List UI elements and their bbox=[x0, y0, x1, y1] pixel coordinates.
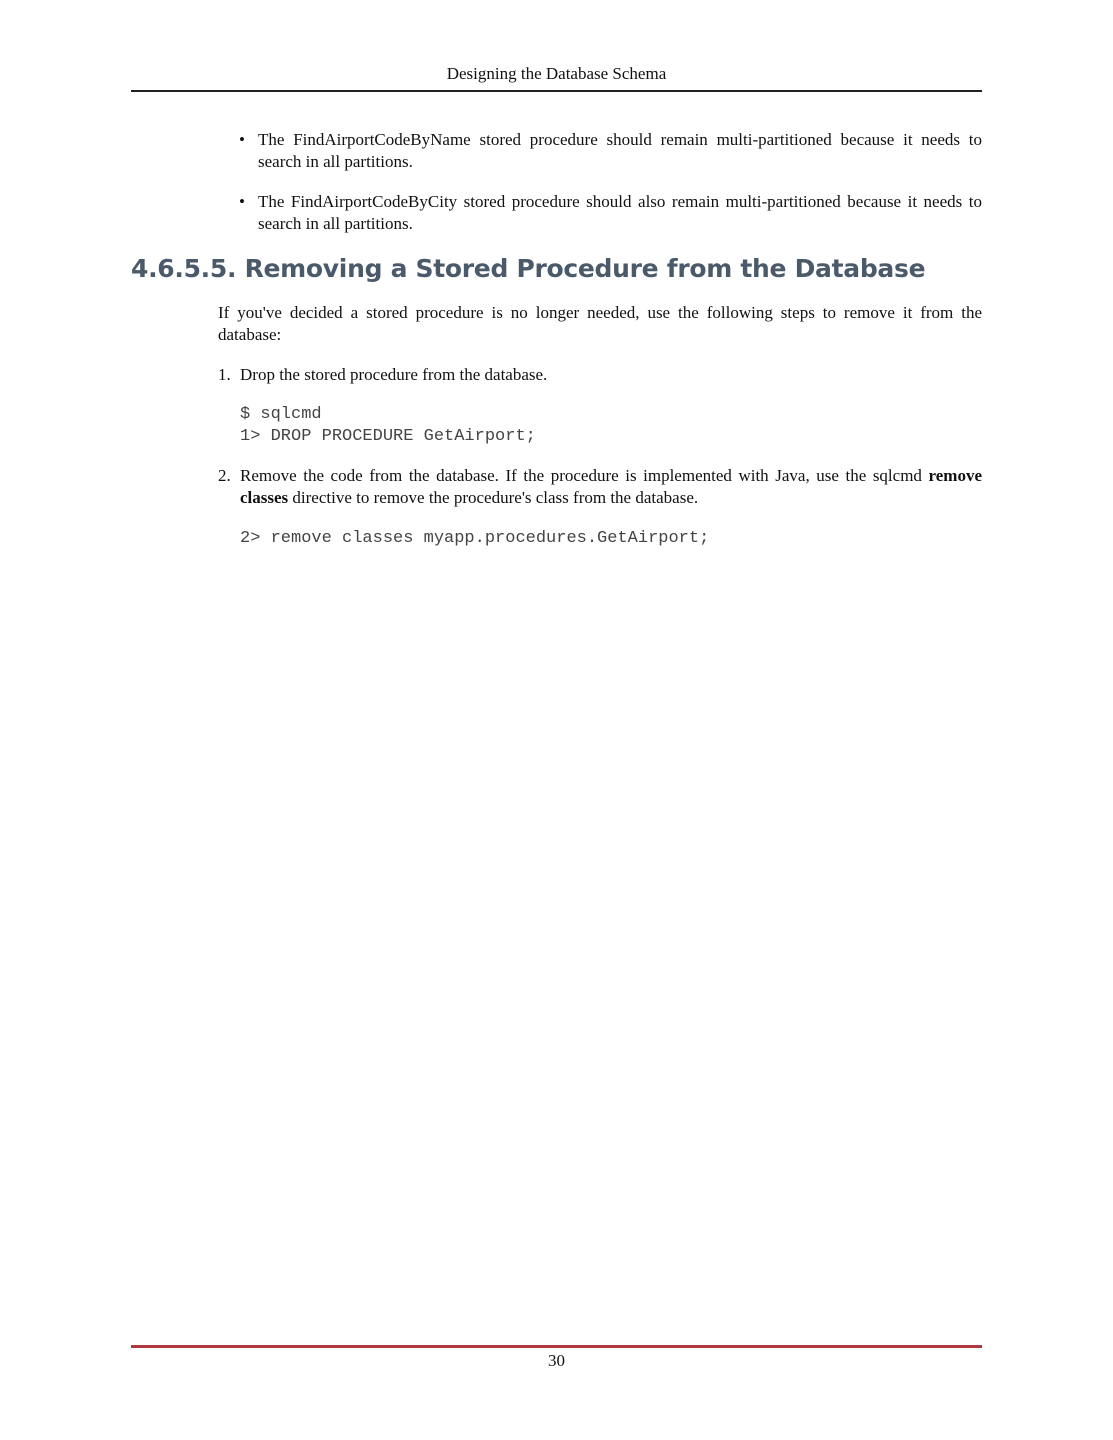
step-text-after: directive to remove the procedure's class from the database. bbox=[288, 488, 699, 507]
page-number: 30 bbox=[548, 1351, 565, 1370]
step-text-bold: remove classes bbox=[240, 466, 982, 507]
step-number: 2. bbox=[218, 466, 231, 485]
bullet-marker: • bbox=[239, 192, 245, 211]
bullet-marker: • bbox=[239, 130, 245, 149]
header-rule bbox=[131, 90, 982, 92]
bullet-text: The FindAirportCodeByCity stored procedure should also remain multi-partitioned because it needs to search in all partitions. bbox=[258, 192, 982, 233]
step-1 bbox=[218, 364, 982, 386]
list-item bbox=[238, 129, 982, 173]
step-2 bbox=[218, 465, 982, 509]
step-text: Drop the stored procedure from the database. bbox=[240, 365, 548, 384]
step-number: 1. bbox=[218, 365, 231, 384]
section-heading: 4.6.5.5. Removing a Stored Procedure from the Database bbox=[131, 254, 926, 283]
intro-paragraph: If you've decided a stored procedure is no longer needed, use the following steps to remove it from the database: bbox=[218, 303, 982, 344]
footer-rule bbox=[131, 1345, 982, 1348]
bullet-text: The FindAirportCodeByName stored procedure should remain multi-partitioned because it needs to search in all partitions. bbox=[258, 130, 982, 171]
running-header: Designing the Database Schema bbox=[446, 64, 667, 83]
list-item bbox=[238, 191, 982, 235]
step-text bbox=[240, 465, 982, 509]
step-text-before: Remove the code from the database. If the procedure is implemented with Java, use the sqlcmd bbox=[240, 466, 929, 485]
bullet-list bbox=[238, 129, 982, 253]
code-block-remove-classes: 2> remove classes myapp.procedures.GetAirport; bbox=[240, 529, 710, 548]
code-block-drop-procedure: $ sqlcmd 1> DROP PROCEDURE GetAirport; bbox=[240, 405, 536, 446]
